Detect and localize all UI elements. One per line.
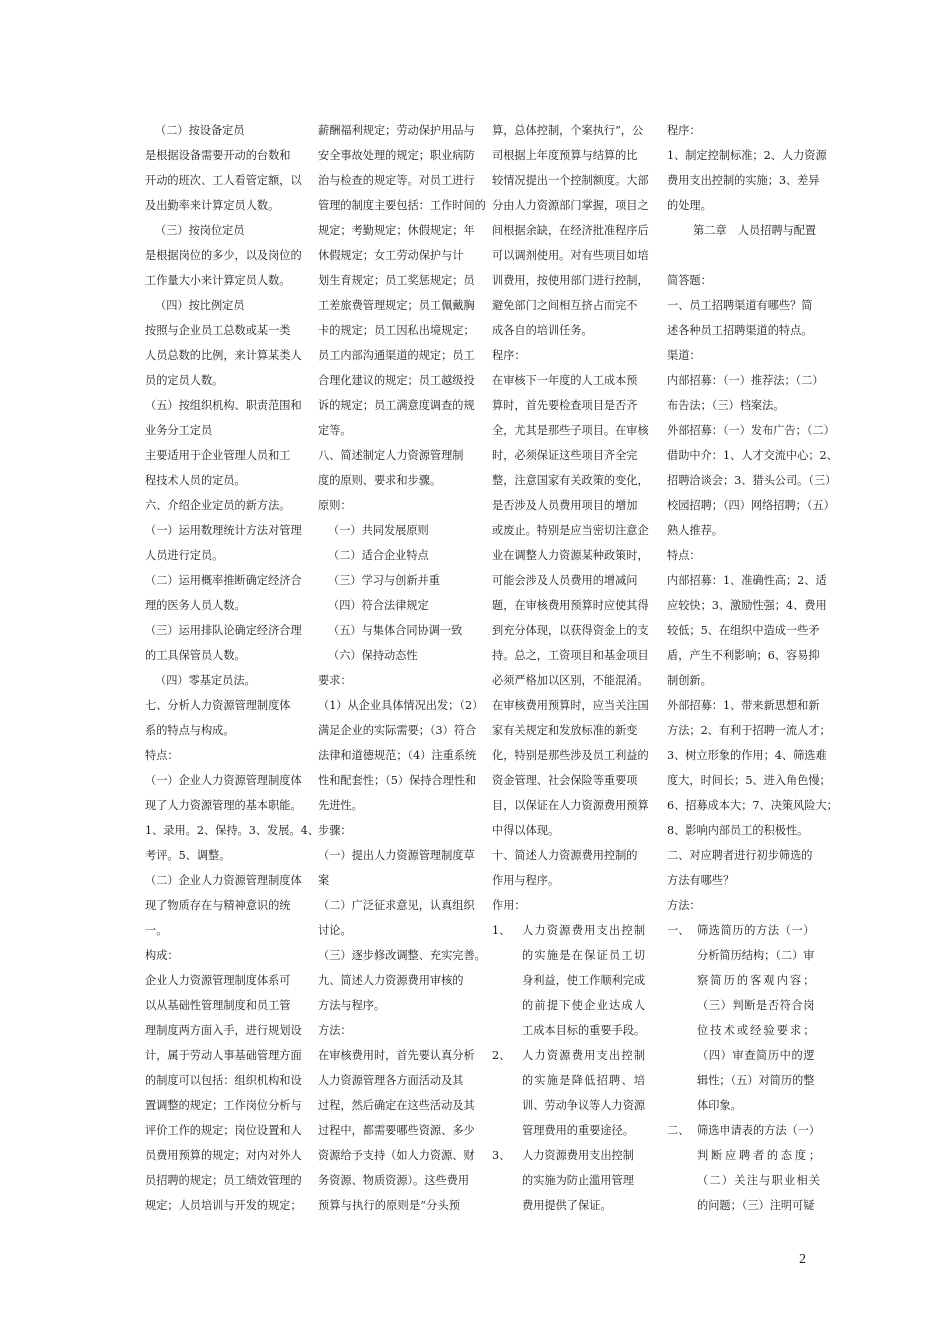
text-line	[667, 243, 808, 268]
text-line: 务资源、物质资源）。这些费用	[318, 1174, 470, 1187]
text-line: 8、影响内部员工的积极性。	[667, 824, 809, 837]
text-line: 方法：	[318, 1024, 352, 1037]
numbered-item	[492, 1043, 646, 1143]
text-line: （二）广泛征求意见，认真组织	[318, 899, 475, 912]
text-line: 人力资源费用支出控制	[522, 924, 646, 937]
text-line: 考评。5、调整。	[145, 849, 231, 862]
text-line: 安全事故处理的规定；职业病防	[318, 149, 475, 162]
text-line: 持。总之，工资项目和基金项目	[492, 649, 649, 662]
text-line: 程技术人员的定员。	[145, 474, 246, 487]
item-number: 2、	[492, 1049, 511, 1062]
text-line: 作用与程序。	[492, 874, 560, 887]
item-number: 一、	[667, 924, 690, 937]
text-line: 较低；5、在组织中造成一些矛	[667, 624, 820, 637]
text-line: 管理的制度主要包括：工作时间的	[318, 199, 486, 212]
text-line: （一）提出人力资源管理制度草	[318, 849, 475, 862]
text-line: 训、劳动争议等人力资源	[522, 1099, 646, 1112]
text-line: 步骤：	[318, 824, 352, 837]
text-line: 是根据岗位的多少，以及岗位的	[145, 249, 302, 262]
text-line: 算，总体控制，个案执行”，公	[492, 124, 644, 137]
text-column-2	[318, 118, 486, 1218]
item-body	[522, 918, 645, 1043]
text-line: 特点：	[667, 549, 701, 562]
text-line: 人员总数的比例，来计算某类人	[145, 349, 302, 362]
text-line: 案	[318, 874, 330, 887]
text-line: 八、简述制定人力资源管理制	[318, 449, 464, 462]
text-line: 现了物质存在与精神意识的统	[145, 899, 291, 912]
text-line: 开动的班次、工人看管定额，以	[145, 174, 302, 187]
text-line: 六、介绍企业定员的新方法。	[145, 499, 291, 512]
text-line: 训费用，按使用部门进行控制，	[492, 274, 649, 287]
text-line: 可以调剂使用。对有些项目如培	[492, 249, 649, 262]
text-line: 借助中介：1、人才交流中心；2、	[667, 449, 838, 462]
text-line: 按照与企业员工总数或某一类	[145, 324, 291, 337]
text-line: 人力资源费用支出控制	[522, 1149, 634, 1162]
text-line: 工成本目标的重要手段。	[522, 1024, 646, 1037]
numbered-item	[667, 918, 815, 1118]
text-line: 讨论。	[318, 924, 352, 937]
text-line: 辑性；（五）对简历的整	[697, 1074, 815, 1087]
text-line: 作用：	[492, 899, 526, 912]
text-line: 的实施为防止滥用管理	[522, 1174, 634, 1187]
text-line: 评价工作的规定；岗位设置和人	[145, 1124, 302, 1137]
numbered-item	[667, 1118, 821, 1218]
text-line: 布告法；（三）档案法。	[667, 399, 785, 412]
text-line: 及出勤率来计算定员人数。	[145, 199, 280, 212]
text-line: 度的原则、要求和步骤。	[318, 474, 442, 487]
text-line: （1）从企业具体情况出发；（2）	[318, 699, 484, 712]
text-line: 工差旅费管理规定；员工佩戴胸	[318, 299, 475, 312]
text-line: 的实施是降低招聘、培	[522, 1074, 646, 1087]
text-line: 系的特点与构成。	[145, 724, 235, 737]
text-line: （四）符合法律规定	[328, 599, 429, 612]
text-line: （二）关注与职业相关	[697, 1174, 821, 1187]
text-line: 家有关规定和发放标准的新变	[492, 724, 638, 737]
text-line: 较情况提出一个控制额度。大部	[492, 174, 649, 187]
text-line: 间根据余缺，在经济批准程序后	[492, 224, 649, 237]
text-line: 简答题：	[667, 274, 712, 287]
text-line: （三）运用排队论确定经济合理	[145, 624, 302, 637]
text-line: （五）与集体合同协调一致	[328, 624, 463, 637]
text-line: 招聘洽谈会；3、猎头公司。（三）	[667, 474, 837, 487]
text-line: （三）逐步修改调整、充实完善。	[318, 949, 486, 962]
text-line: 司根据上年度预算与结算的比	[492, 149, 638, 162]
text-line: 以从基础性管理制度和员工管	[145, 999, 291, 1012]
item-body	[522, 1043, 645, 1143]
text-line: 程序：	[492, 349, 526, 362]
text-line: （四）按比例定员	[155, 299, 245, 312]
text-line: 中得以体现。	[492, 824, 560, 837]
text-line: 到充分体现，以获得资金上的支	[492, 624, 649, 637]
text-line: 定等。	[318, 424, 352, 437]
text-line: 薪酬福利规定；劳动保护用品与	[318, 124, 475, 137]
text-line: 性和配套性；（5）保持合理性和	[318, 774, 477, 787]
text-line: 十、简述人力资源费用控制的	[492, 849, 638, 862]
text-line: 的实施是在保证员工切	[522, 949, 646, 962]
text-line: 身利益，使工作顺利完成	[522, 974, 646, 987]
text-line: 人力资源费用支出控制	[522, 1049, 646, 1062]
text-line: 程序：	[667, 124, 701, 137]
text-line: 成各自的培训任务。	[492, 324, 593, 337]
item-number: 1、	[492, 924, 511, 937]
text-line: 应较快；3、激励性强；4、费用	[667, 599, 827, 612]
text-line: 内部招募：1、准确性高；2、适	[667, 574, 827, 587]
text-line: 第二章 人员招聘与配置	[693, 224, 817, 237]
text-line: （二）适合企业特点	[328, 549, 429, 562]
text-line: （二）企业人力资源管理制度体	[145, 874, 302, 887]
text-line: 方法有哪些？	[667, 874, 735, 887]
text-line: 置调整的规定；工作岗位分析与	[145, 1099, 302, 1112]
item-body	[697, 918, 814, 1118]
text-line: 的问题；（三）注明可疑	[697, 1199, 815, 1212]
text-line: 现了人力资源管理的基本职能。	[145, 799, 302, 812]
text-line: 工作量大小来计算定员人数。	[145, 274, 291, 287]
text-line: 必须严格加以区别，不能混淆。	[492, 674, 649, 687]
text-line: 资源给予支持（如人力资源、财	[318, 1149, 475, 1162]
text-line: 察简历的客观内容；	[697, 974, 815, 987]
text-line: （二）按设备定员	[155, 124, 245, 137]
text-line: 方法：	[667, 899, 701, 912]
text-line: 卡的规定；员工因私出境规定；	[318, 324, 475, 337]
text-column-1	[145, 118, 319, 1218]
text-line: 筛选申请表的方法（一）	[697, 1124, 821, 1137]
text-line: 费用支出控制的实施；3、差异	[667, 174, 820, 187]
page-number: 2	[799, 1252, 806, 1267]
text-line: 员招聘的规定；员工绩效管理的	[145, 1174, 302, 1187]
text-line: 满足企业的实际需要；（3）符合	[318, 724, 477, 737]
text-line: （一）运用数理统计方法对管理	[145, 524, 302, 537]
text-line: （二）运用概率推断确定经济合	[145, 574, 302, 587]
text-column-4	[667, 118, 838, 1218]
text-line: 是根据设备需要开动的台数和	[145, 149, 291, 162]
text-line: 过程中，都需要哪些资源、多少	[318, 1124, 475, 1137]
text-line: 校园招聘；（四）网络招聘；（五）	[667, 499, 835, 512]
text-line: 在审核下一年度的人工成本预	[492, 374, 638, 387]
text-line: 全，尤其是那些子项目。在审核	[492, 424, 649, 437]
item-body	[697, 1118, 820, 1218]
text-line: 分由人力资源部门掌握，项目之	[492, 199, 649, 212]
text-line: 避免部门之间相互挤占而完不	[492, 299, 638, 312]
text-line: 化，特别是那些涉及员工利益的	[492, 749, 649, 762]
text-line: 人员进行定员。	[145, 549, 224, 562]
text-line: 6、招募成本大；7、决策风险大；	[667, 799, 838, 812]
text-line: 划生育规定；员工奖惩规定；员	[318, 274, 475, 287]
text-line: 外部招募：1、带来新思想和新	[667, 699, 820, 712]
text-line: 判断应聘者的态度；	[697, 1149, 821, 1162]
text-line: 制创新。	[667, 674, 712, 687]
text-column-3	[492, 118, 649, 1218]
text-line: 一。	[145, 924, 168, 937]
text-line: 题，在审核费用预算时应使其得	[492, 599, 649, 612]
text-line: 诉的规定；员工满意度调查的规	[318, 399, 475, 412]
text-line: 管理费用的重要途径。	[522, 1124, 634, 1137]
text-line: 员的定员人数。	[145, 374, 224, 387]
text-line: （五）按组织机构、职责范围和	[145, 399, 302, 412]
text-line: 一、员工招聘渠道有哪些？简	[667, 299, 813, 312]
text-line: 七、分析人力资源管理制度体	[145, 699, 291, 712]
text-line: 构成：	[145, 949, 179, 962]
text-line: 预算与执行的原则是“分头预	[318, 1199, 460, 1212]
text-line: 二、对应聘者进行初步筛选的	[667, 849, 813, 862]
text-line: 分析简历结构；（二）审	[697, 949, 815, 962]
text-line: 业在调整人力资源某种政策时，	[492, 549, 649, 562]
text-line: 员工内部沟通渠道的规定；员工	[318, 349, 475, 362]
text-line: （四）零基定员法。	[155, 674, 256, 687]
text-line: 理的医务人员人数。	[145, 599, 246, 612]
text-line: 外部招募：（一）发布广告；（二）	[667, 424, 835, 437]
text-line: 盾，产生不利影响；6、容易抑	[667, 649, 820, 662]
numbered-item	[492, 918, 646, 1043]
text-line: （一）企业人力资源管理制度体	[145, 774, 302, 787]
text-line: 员费用预算的规定；对内对外人	[145, 1149, 302, 1162]
text-line: 治与检查的规定等。对员工进行	[318, 174, 475, 187]
text-line: 在审核费用时，首先要认真分析	[318, 1049, 475, 1062]
text-line: 计，属于劳动人事基础管理方面	[145, 1049, 302, 1062]
text-line: 费用提供了保证。	[522, 1199, 612, 1212]
text-line: 方法与程序。	[318, 999, 386, 1012]
item-body	[522, 1143, 634, 1218]
text-line: 度大，时间长；5、进入角色慢；	[667, 774, 831, 787]
text-line: 是否涉及人员费用项目的增加	[492, 499, 638, 512]
text-line: 方法；2、有利于招聘一流人才；	[667, 724, 831, 737]
text-line: 主要适用于企业管理人员和工	[145, 449, 291, 462]
text-line: 体印象。	[697, 1099, 742, 1112]
text-line: 休假规定；女工劳动保护与计	[318, 249, 464, 262]
text-line: 规定；人员培训与开发的规定；	[145, 1199, 302, 1212]
text-line: 或废止。特别是应当密切注意企	[492, 524, 649, 537]
text-line: 熟人推荐。	[667, 524, 723, 537]
text-line: 筛选简历的方法（一）	[697, 924, 815, 937]
text-line: 的工具保管员人数。	[145, 649, 246, 662]
text-line: （三）按岗位定员	[155, 224, 245, 237]
text-line: 1、制定控制标准；2、人力资源	[667, 149, 827, 162]
text-line: 人力资源管理各方面活动及其	[318, 1074, 464, 1087]
text-line: 时，必须保证这些项目齐全完	[492, 449, 638, 462]
text-line: 可能会涉及人员费用的增减问	[492, 574, 638, 587]
text-line: （一）共同发展原则	[328, 524, 429, 537]
text-line: 整，注意国家有关政策的变化，	[492, 474, 649, 487]
text-line: 渠道：	[667, 349, 701, 362]
item-number: 3、	[492, 1149, 511, 1162]
text-line: （四）审查简历中的逻	[697, 1049, 815, 1062]
text-line: （三）判断是否符合岗	[697, 999, 815, 1012]
text-line: 目，以保证在人力资源费用预算	[492, 799, 649, 812]
item-number: 二、	[667, 1124, 690, 1137]
text-line: 合理化建议的规定；员工越级投	[318, 374, 475, 387]
text-line: （六）保持动态性	[328, 649, 418, 662]
text-line: 理制度两方面入手，进行规划设	[145, 1024, 302, 1037]
text-line: 规定；考勤规定；休假规定；年	[318, 224, 475, 237]
text-line: 特点：	[145, 749, 179, 762]
text-line: 述各种员工招聘渠道的特点。	[667, 324, 813, 337]
text-line: 企业人力资源管理制度体系可	[145, 974, 291, 987]
text-line: 的前提下使企业达成人	[522, 999, 646, 1012]
text-line: 要求：	[318, 674, 352, 687]
text-line: 3、树立形象的作用；4、筛选难	[667, 749, 827, 762]
text-line: 先进性。	[318, 799, 363, 812]
text-line: 内部招募：（一）推荐法；（二）	[667, 374, 824, 387]
text-line: （三）学习与创新并重	[328, 574, 440, 587]
text-line: 法律和道德规范；（4）注重系统	[318, 749, 477, 762]
text-line: 过程，然后确定在这些活动及其	[318, 1099, 475, 1112]
text-line: 算时，首先要检查项目是否齐	[492, 399, 638, 412]
text-line: 原则：	[318, 499, 352, 512]
text-line: 业务分工定员	[145, 424, 213, 437]
text-line: 九、简述人力资源费用审核的	[318, 974, 464, 987]
text-line: 1、录用。2、保持。3、发展。4、	[145, 824, 319, 837]
text-line: 在审核费用预算时，应当关注国	[492, 699, 649, 712]
text-line: 资金管理、社会保险等重要项	[492, 774, 638, 787]
text-line: 的制度可以包括：组织机构和设	[145, 1074, 302, 1087]
text-line: 的处理。	[667, 199, 712, 212]
text-line: 位技术或经验要求；	[697, 1024, 815, 1037]
numbered-item	[492, 1143, 633, 1218]
